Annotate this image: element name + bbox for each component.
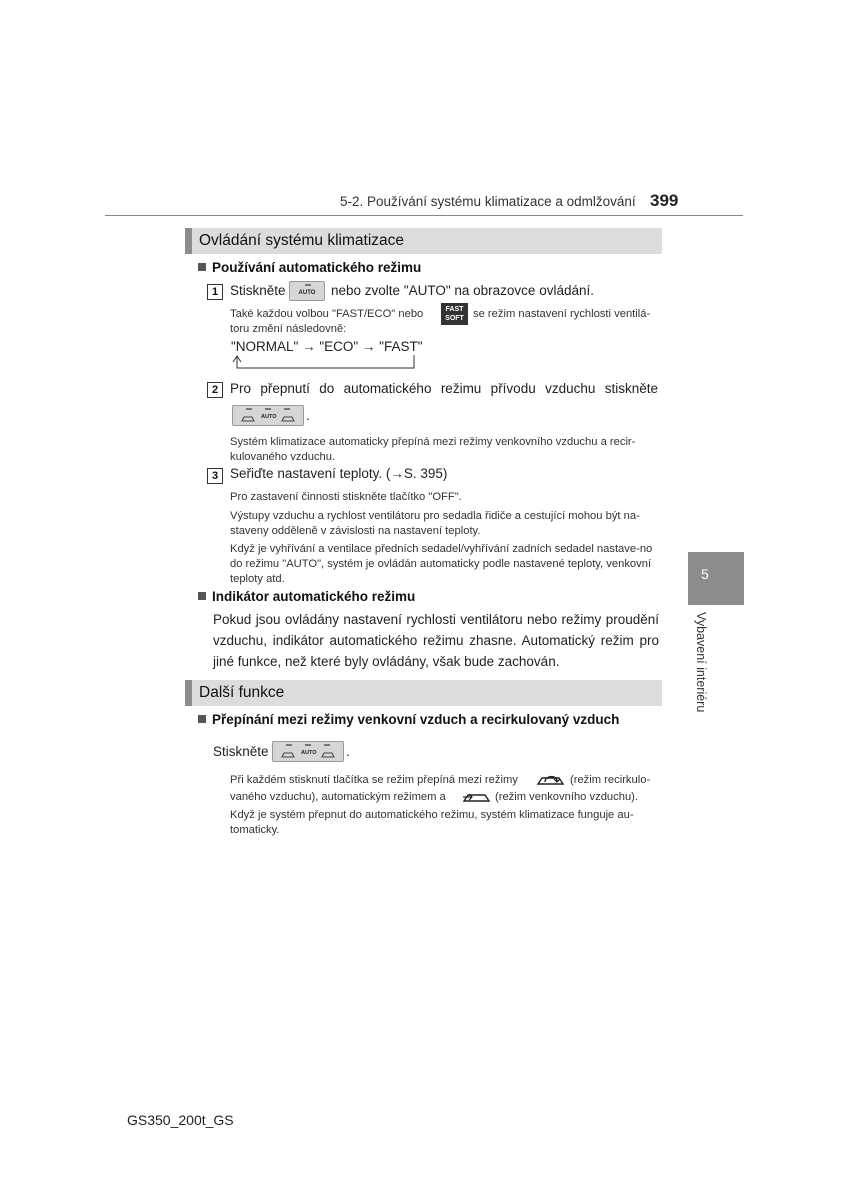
note-text: Systém klimatizace automaticky přepíná mezi režimy venkovního vzduchu a recir-kulovaného vzduchu. [230,436,636,463]
subsection-heading-auto-mode: Používání automatického režimu [198,260,421,275]
step-text: nebo zvolte "AUTO" na obrazovce ovládání. [331,283,594,298]
step-number: 3 [207,468,223,484]
recirculated-air-icon [535,772,567,788]
outside-air-icon [461,789,493,805]
auto-button-icon: AUTO [289,281,325,301]
section-heading-other-functions [185,680,662,706]
step-number: 2 [207,382,223,398]
paragraph: Pokud jsou ovládány nastavení rychlosti ventilátoru nebo režimy proudění vzduchu, indikátor automatického režimu zhasne. Automatický režim pro jiné funkce, než které byly ovládány, však bude zachován. [213,612,659,669]
note-text: Pro zastavení činnosti stiskněte tlačítko "OFF". [230,491,462,503]
note-text: Když je vyhřívání a ventilace předních sedadel/vyhřívání zadních sedadel nastave-no do režimu "AUTO", systém je ovládán automaticky podle nastavené teploty, venkovní teploty atd. [230,543,653,585]
footer-model-code: GS350_200t_GS [127,1112,234,1128]
subsection-heading-auto-indicator: Indikátor automatického režimu [198,589,415,604]
note-text: Když je systém přepnut do automatického režimu, systém klimatizace funguje au-tomaticky. [230,809,634,836]
page-number: 399 [650,191,679,210]
note-text: se režim nastavení rychlosti ventilá- [473,308,651,320]
note-text: Výstupy vzduchu a rychlost ventilátoru pro sedadla řidiče a cestující mohou být na-staveny odděleně v závislosti na nastavení teploty. [230,510,640,537]
square-bullet-icon [198,263,206,271]
subsection-heading-air-recirculation: Přepínání mezi režimy venkovní vzduch a recirkulovaný vzduch [198,712,619,727]
note-text: (režim recirkulo- [570,774,651,786]
note-text: Také každou volbou "FAST/ECO" nebo [230,308,424,320]
note-text: Při každém stisknutí tlačítka se režim přepíná mezi režimy [230,774,518,786]
chapter-tab-label: Vybavení interiéru [694,612,708,713]
header-divider [105,215,743,216]
square-bullet-icon [198,592,206,600]
air-intake-auto-button-icon: AUTO [272,741,344,762]
chapter-title: 5-2. Používání systému klimatizace a odmlžování [340,194,636,209]
section-title: Další funkce [199,684,285,701]
note-text: toru změní následovně: [230,323,347,335]
step-text: Seřiďte nastavení teploty. (→S. 395) [230,466,448,481]
step-text: Pro přepnutí do automatického režimu přívodu vzduchu stiskněte [230,381,658,396]
cycle-return-arrow-icon [228,354,418,372]
step-text: Stiskněte [213,744,269,759]
chapter-tab: 5 [688,552,744,605]
section-title: Ovládání systému klimatizace [199,232,405,249]
note-text: (režim venkovního vzduchu). [495,791,639,803]
fast-soft-button-icon: FAST SOFT [441,303,468,325]
section-heading-climate-control [185,228,662,254]
square-bullet-icon [198,715,206,723]
step-text: Stiskněte [230,283,286,298]
air-intake-auto-button-icon: AUTO [232,405,304,426]
punctuation: . [346,744,350,759]
step-number: 1 [207,284,223,300]
fan-mode-cycle: "NORMAL" → "ECO" → "FAST" [231,339,423,354]
punctuation: . [306,408,310,423]
note-text: vaného vzduchu), automatickým režimem a [230,791,446,803]
